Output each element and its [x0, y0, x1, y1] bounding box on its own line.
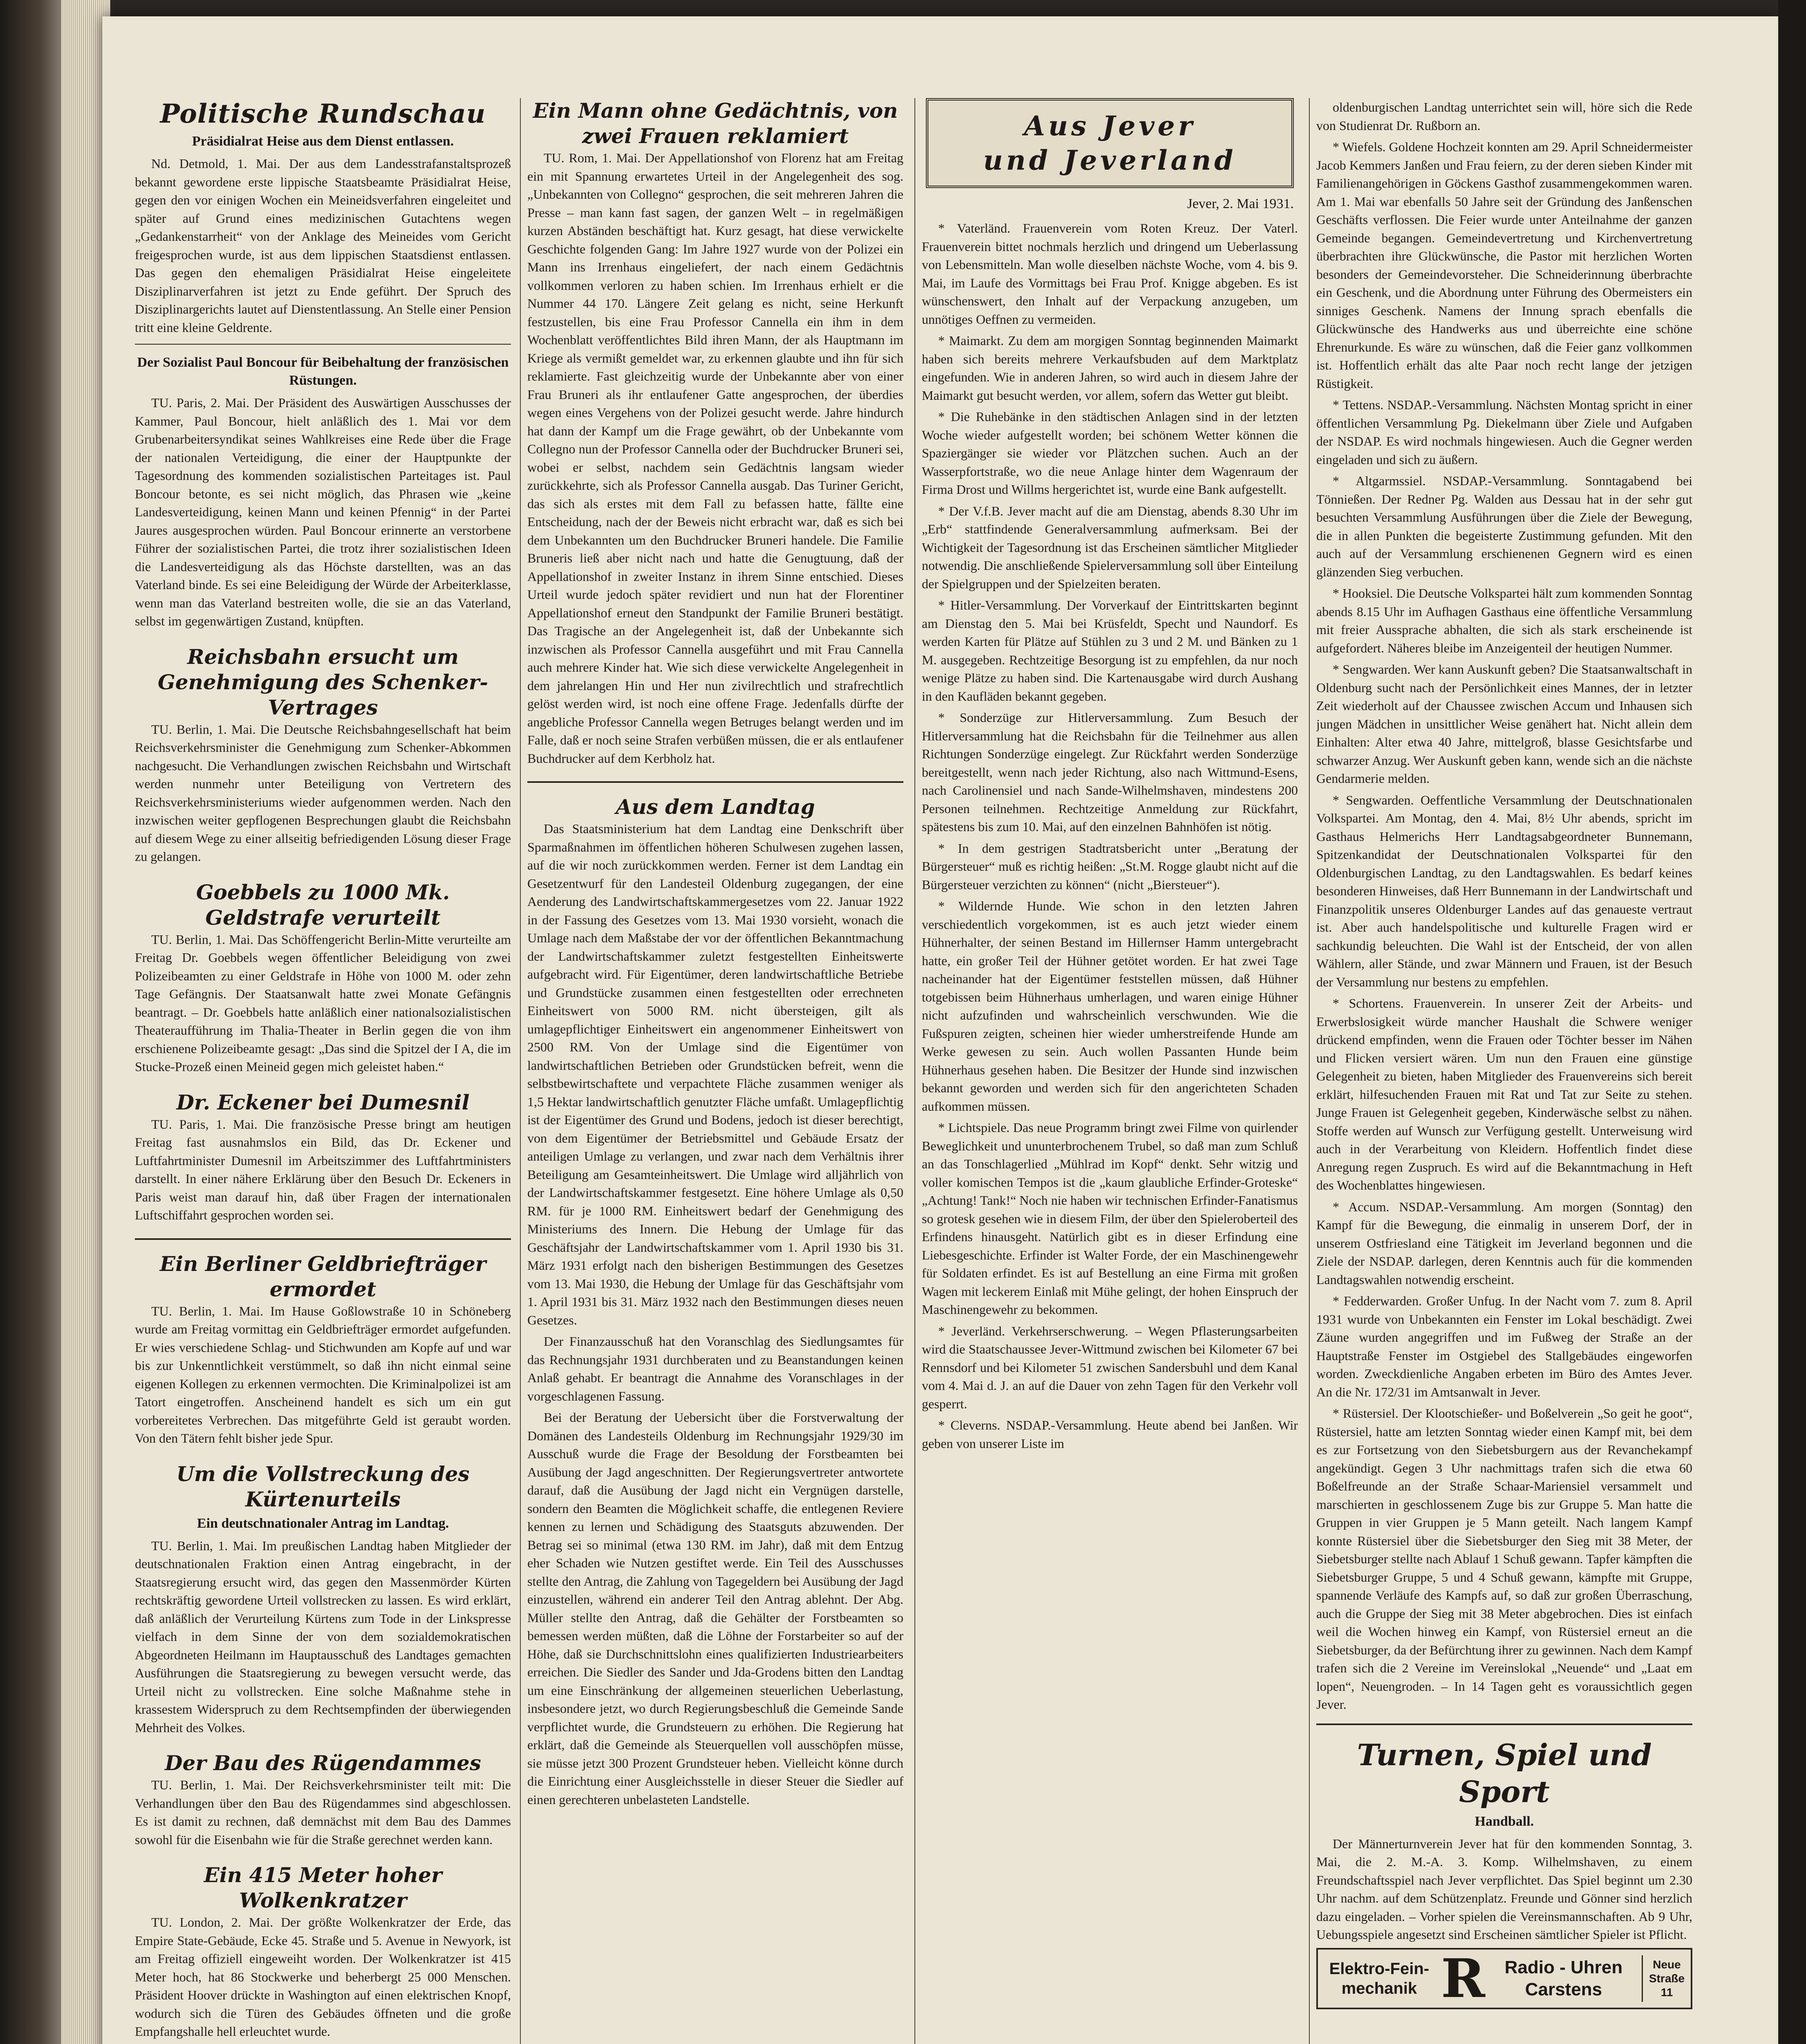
column-3 — [922, 98, 1298, 2044]
article-paragraph: TU. Berlin, 1. Mai. Im Hause Goßlowstraße 10 in Schöneberg wurde am Freitag vormittag ein Geldbriefträger ermordet aufgefunden. Er wies verschiedene Schlag- und Stichwunden am Kopfe auf und war bis zur Unkenntlichkeit verstümmelt, so daß ihn nicht einmal seine eigenen Kollegen zu erkennen vermochten. Die Kriminalpolizei ist am Tatort eingetroffen. Anscheinend handelt es sich um ein gut vorbereitetes Verbrechen. Das mitgeführte Geld ist geraubt worden. Von den Tätern fehlt bisher jede Spur. — [135, 1303, 511, 1446]
local-news-item: * Jeverländ. Verkehrserschwerung. – Wegen Pflasterungsarbeiten wird die Staatschaussee Jever-Wittmund zwischen bei Kilometer 67 bei Rennsdorf und bei Kilometer 51 zwischen Sandersbuhl und dem Kanal vom 4. Mai d. J. an auf die Dauer von zehn Tagen für den Verkehr voll gesperrt. — [922, 1323, 1298, 1411]
local-news-item: * Tettens. NSDAP.-Versammlung. Nächsten Montag spricht in einer öffentlichen Versammlung Pg. Diekelmann über Ziele und Aufgaben der NSDAP. Es wird nochmals hingewiesen. Auch die Gegner werden eingeladen und sich zu äußern. — [1316, 397, 1692, 467]
advertisement-carstens — [1316, 1948, 1692, 2009]
article-title: Reichsbahn ersucht um Genehmigung des Schenker-Vertrages — [158, 644, 488, 719]
scan-border — [1778, 0, 1806, 2044]
article-subtitle: Präsidialrat Heise aus dem Dienst entlassen. — [192, 134, 454, 149]
divider — [527, 781, 903, 783]
article-goebbels — [135, 880, 511, 1076]
local-news-item: * Der V.f.B. Jever macht auf die am Dienstag, abends 8.30 Uhr im „Erb“ stattfindende Generalversammlung aufmerksam. Bei der Wichtigkeit der Tagesordnung ist das Erscheinen sämtlicher Mitglieder notwendig. Die anschließende Spielerversammlung soll über Einteilung der Spielgruppen und der Spielzeiten beraten. — [922, 503, 1298, 591]
local-news-item: * Cleverns. NSDAP.-Versammlung. Heute abend bei Janßen. Wir geben von unserer Liste im — [922, 1418, 1298, 1451]
article-title: Ein 415 Meter hoher Wolkenkratzer — [204, 1863, 442, 1912]
local-news-item: * Sengwarden. Oeffentliche Versammlung der Deutschnationalen Volkspartei. Am Montag, den 4. Mai, 8½ Uhr abends, spricht im Gasthaus Helmerichs Herr Landtagsabgeordneter Bunnemann, Spitzenkandidat der Deutschnationalen Volkspartei für den Oldenburgischen Landtag, zu den Landtagswahlen. Es bedarf keines besonderen Hinweises, daß Herr Bunnemann in der Landwirtschaft und Finanzpolitik unseres Oldenburger Landes auf das genaueste vertraut ist. Aber auch handelspolitische und kulturelle Fragen wird er sachkundig beleuchten. Die Wahl ist der Entscheid, der von allen Wählern, aller Stände, und zwar Männern und Frauen, ist der Besuch der Versammlung nur bestens zu empfehlen. — [1316, 792, 1692, 989]
local-news-item: * Altgarmssiel. NSDAP.-Versammlung. Sonntagabend bei Tönnießen. Der Redner Pg. Walden aus Dessau hat in der sehr gut besuchten Versammlung Ausführungen über die Ziele der Bewegung, die in allen Punkten die begeisterte Zustimmung gefunden. Mit den auch auf der Versammlung erschienenen Gegnern wird es einen glänzenden Sieg verbuchen. — [1316, 473, 1692, 579]
column-2 — [527, 98, 903, 2044]
article-paragraph: Nd. Detmold, 1. Mai. Der aus dem Landesstrafanstaltsprozeß bekannt gewordene erste lippische Staatsbeamte Präsidialrat Heise, gegen den vor einigen Wochen ein Meineidsverfahren eingeleitet und später auf Grund eines medizinischen Gutachtens wegen „Gedankenstarrheit“ von der Anklage des Meineides vom Gericht freigesprochen wurde, ist aus dem lippischen Staatsdienst entlassen. Das gegen den ehemaligen Präsidialrat Heise eingeleitete Disziplinarverfahren ist jetzt zu Ende geführt. Der Spruch des Disziplinargerichts lautet auf Dienstentlassung. An Stelle einer Pension tritt eine kleine Geldrente. — [135, 156, 511, 335]
article-title: Der Bau des Rügendammes — [165, 1751, 481, 1775]
article-paragraph: TU. Berlin, 1. Mai. Der Reichsverkehrsminister teilt mit: Die Verhandlungen über den Bau des Rügendammes sind abgeschlossen. Es ist damit zu rechnen, daß demnächst mit dem Bau des Dammes sowohl für die Eisenbahn wie für die Straße gerechnet werden kann. — [135, 1777, 511, 1847]
article-paragraph: TU. London, 2. Mai. Der größte Wolkenkratzer der Erde, das Empire State-Gebäude, Ecke 45. Straße und 5. Avenue in Newyork, ist am Freitag offiziell eingeweiht worden. Der Wolkenkratzer ist 415 Meter hoch, hat 86 Stockwerke und beherbergt 25 000 Menschen. Präsident Hoover drückte in Washington auf einen elektrischen Knopf, wodurch sich die Türen des Gebäudes öffneten und die große Empfangshalle hell erleuchtet wurde. — [135, 1915, 511, 2039]
article-title: Goebbels zu 1000 Mk. Geldstrafe verurteilt — [196, 880, 450, 930]
ad-service-label: Elektro-Fein-mechanik — [1329, 1959, 1430, 1997]
local-news-item: oldenburgischen Landtag unterrichtet sein will, höre sich die Rede von Studienrat Dr. Rußborn an. — [1316, 100, 1692, 133]
local-news-item: * Rüstersiel. Der Klootschießer- und Boßelverein „So geit he goot“, Rüstersiel, hatte am letzten Sonntag wieder einen Kampf mit, bei dem es zur Fortsetzung von den Siebetsburgern aus der Revanchekampf angekündigt. Gegen 3 Uhr nachmittags trafen sich die etwa 60 Boßelfreunde an der Straße Schaar-Mariensiel versammelt und marschierten in geschlossenem Zuge bis zur Gruppe 5. Man hatte die Gruppen in vier Gruppen je 5 Mann geteilt. Nach langem Kampf konnte Rüstersiel über die Siebetsburger den Sieg mit 38 Meter, der Siebetsburger stellte nach Ablauf 1 Schuß gewann. Tapfer kämpften die Siebetsburger Gruppe, 5 und 4 Schuß gewann, kämpfte mit Gruppe, spannende Verläufe des Kampfs auf, so daß zur großen Überraschung, auch die Gruppe der Sieg mit 38 Meter abgebrochen. Dies ist einfach weil die Wochen hinweg ein Kampf, von Rüstersiel erneut an die Siebetsburger, da der Befürchtung ihrer zu gewinnen. Nach dem Kampf trafen sich die 2 Vereine im Vereinslokal „Neuende“ und „Laat em lopen“, Neuengroden. – In 14 Tagen geht es voraussichtlich gegen Jever. — [1316, 1406, 1692, 1712]
article-subtitle: Ein deutschnationaler Antrag im Landtag. — [197, 1515, 449, 1531]
local-news-item: * Hooksiel. Die Deutsche Volkspartei hält zum kommenden Sonntag abends 8.15 Uhr im Aufhagen Gasthaus eine öffentliche Versammlung mit freier Aussprache abhalten, die sich als stark erscheinende ist aufgefordert. Näheres bleibe im Anzeigenteil der heutigen Nummer. — [1316, 586, 1692, 655]
local-news-item: * Maimarkt. Zu dem am morgigen Sonntag beginnenden Maimarkt haben sich bereits mehrere Verkaufsbuden auf dem Marktplatz eingefunden. Wie in anderen Jahren, so wird auch in diesem Jahre der Maimarkt gut besucht werden, vor allem, sofern das Wetter gut bleibt. — [922, 333, 1298, 403]
ad-company-name: Carstens — [1525, 1979, 1602, 1999]
column-rule — [914, 98, 915, 2044]
article-title: Ein Berliner Geldbriefträger ermordet — [159, 1251, 486, 1301]
article-paragraph: TU. Berlin, 1. Mai. Das Schöffengericht Berlin-Mitte verurteilte am Freitag Dr. Goebbels wegen öffentlicher Beleidigung von zwei Polizeibeamten zu einer Geldstrafe in Höhe von 1000 M. oder zehn Tage Gefängnis. Der Staatsanwalt hatte zwei Monate Gefängnis beantragt. – Dr. Goebbels hatte anläßlich einer nationalsozialistischen Theateraufführung im Thalia-Theater in Berlin gegen die von ihm erschienene Polizeibeamte gesagt: „Das sind die Spitzel der I A, die im Stucke-Prozeß einen Meineid gegen mich geleistet haben.“ — [135, 932, 511, 1074]
local-news-item: * Sonderzüge zur Hitlerversammlung. Zum Besuch der Hitlerversammlung hat die Reichsbahn für die Teilnehmer aus allen Richtungen Sonderzüge eingelegt. Zur Rückfahrt werden Sonderzüge bereitgestellt, wenn nach jeder Richtung, also nach Wittmund-Esens, nach Carolinensiel und nach Sande-Wilhelmshaven, mindestens 200 Personen teilnehmen. Rechtzeitige Anmeldung zur Rückfahrt, spätestens bis zum 10. Mai, auf den einzelnen Bahnhöfen ist nötig. — [922, 710, 1298, 834]
ad-address: Neue Straße 11 — [1642, 1955, 1691, 2002]
article-paragraph: Das Staatsministerium hat dem Landtag eine Denkschrift über Sparmaßnahmen im öffentlichen höheren Schulwesen zugehen lassen, auf die wir noch zurückkommen werden. Ferner ist dem Landtag ein Gesetzentwurf für den Landesteil Oldenburg zugegangen, der eine Aenderung des Landwirtschaftskammergesetzes vom 22. Januar 1922 in der Fassung des Gesetzes vom 13. Mai 1930 vorsieht, wonach die Umlage nach dem Maßstabe der vor der öffentlichen Bekanntmachung der Landwirtschaftskammer zuletzt festgestellten Einheitswerte aufgebracht wird. Für Eigentümer, deren landwirtschaftliche Betriebe und Grundstücke zusammen einen festgestellten oder errechneten Einheitswert von 5000 RM. nicht übersteigen, gilt als umlagepflichtiger Einheitswert ein angenommener Einheitswert von 2500 RM. Von der Umlage sind die Eigentümer von landwirtschaftlichen Betrieben oder Grundstücken befreit, wenn die selbstbewirtschaftete und verpachtete Fläche zusammen weniger als 1,5 Hektar landwirtschaftlich genutzter Fläche umfaßt. Umlagepflichtig ist der Eigentümer des Grund und Bodens, jedoch ist dieser berechtigt, von dem Eigentümer der Betriebsmittel und Gebäude Ersatz der anteiligen Umlage zu verlangen, und zwar nach dem Verhältnis ihrer Beteiligung am Gesamteinheitswert. Die Umlage wird alljährlich von der Landwirtschaftskammer festgesetzt. Eine höhere Umlage als 0,50 RM. für je 1000 RM. Einheitswert bedarf der Genehmigung des Ministeriums des Innern. Die Hebung der Umlage für das Geschäftsjahr der Landwirtschaftskammer vom 1. April 1930 bis 31. März 1931 erfolgt nach den bisherigen Bestimmungen des Gesetzes vom 13. Mai 1930, die Hebung der Umlage für das Geschäftsjahr vom 1. April 1931 bis 31. März 1932 nach den Bestimmungen dieses neuen Gesetzes. — [527, 821, 903, 1327]
ad-business — [1486, 1957, 1642, 2001]
article-paragraph: TU. Paris, 1. Mai. Die französische Presse bringt am heutigen Freitag fast ausnahmslos ein Bild, das Dr. Eckener und Luftfahrtminister Dumesnil im Arbeitszimmer des Luftfahrtministers darstellt. In einer nähere Erklärung über den Besuch Dr. Eckeners in Paris weist man darauf hin, daß über Fragen der internationalen Luftschiffahrt gesprochen worden sei. — [135, 1116, 511, 1222]
article-ruegendamm — [135, 1750, 511, 1849]
article-eckener — [135, 1090, 511, 1224]
sport-section-title: Turnen, Spiel und Sport — [1357, 1737, 1652, 1809]
local-news-item: * Sengwarden. Wer kann Auskunft geben? Die Staatsanwaltschaft in Oldenburg sucht nach der Persönlichkeit eines Mannes, der in letzter Zeit wiederholt auf der Chaussee zwischen Accum und Inhausen sich jungen Mädchen in unsittlicher Weise genähert hat. Nicht allein dem Einhalten: Alter etwa 40 Jahre, mittelgroß, blasse Gesichtsfarbe und schwarzer Anzug. Wer Auskunft geben kann, wende sich an die nächste Gendarmerie melden. — [1316, 662, 1692, 786]
article-title: Um die Vollstreckung des Kürtenurteils — [176, 1461, 470, 1511]
article-mann-ohne-gedaechtnis — [527, 98, 903, 767]
column-rule — [1309, 98, 1310, 2044]
local-news-item: * Hitler-Versammlung. Der Vorverkauf der Eintrittskarten beginnt am Dienstag den 5. Mai bei Krüsfeldt, Specht und Naundorf. Es werden Karten für Plätze auf Stühlen zu 3 und 2 M. und Bänken zu 1 M. ausgegeben. Rechtzeitige Besorgung ist zu empfehlen, da nur noch wenige Plätze zu haben sind. Die Kartenausgabe wird durch Aushang in den Kaufläden bekannt gegeben. — [922, 598, 1298, 704]
article-subtitle: Der Sozialist Paul Boncour für Beibehaltung der französischen Rüstungen. — [137, 355, 509, 388]
local-news-item: * Fedderwarden. Großer Unfug. In der Nacht vom 7. zum 8. April 1931 wurde von Unbekannten ein Fenster im Lokal beschädigt. Zwei Zäune wurden angegriffen und im Fußweg der Straße an der Hauptstraße Fenster im Ostgiebel des Stallgebäudes eingeworfen worden. Zweckdienliche Angaben erbeten im Büro des Amtes Jever. An die Nr. 172/31 im Amtsanwalt in Jever. — [1316, 1293, 1692, 1399]
article-title: Politische Rundschau — [160, 99, 486, 129]
article-reichsbahn — [135, 644, 511, 866]
local-news-item: * Lichtspiele. Das neue Programm bringt zwei Filme von quirlender Beweglichkeit und ununterbrochenem Trubel, so daß man zum Schluß an das Tonschlagerlied „Mühlrad im Kopf“ denkt. Sehr witzig und voller komischen Tempos ist die „kaum glaubliche Erfinder-Groteske“ „Achtung! Tank!“ Noch nie haben wir technischen Erfinder-Fanatismus so grotesk gesehen wie in diesem Film, der über den Spieleroberteil des Erfindens hinausgeht. Natürlich gibt es in dieser Erfindung eine Liebesgeschichte. Erfinder ist Walter Forde, der ein Maschinengewehr für Soldaten erfindet. Es ist auf Bestellung an eine Firma mit großen Wagen mit leckerem Einlaß mit Mühe gelingt, der hohen Einspruch der Maschinengewehr zu bekommen. — [922, 1120, 1298, 1317]
article-paragraph: TU. Rom, 1. Mai. Der Appellationshof von Florenz hat am Freitag ein mit Spannung erwartetes Urteil in der Angelegenheit des sog. „Unbekannten von Collegno“ gesprochen, die seit mehreren Jahren die Presse – man kann fast sagen, der ganzen Welt – in regelmäßigen kurzen Abständen beschäftigt hat. Kurz gesagt, hat diese verwickelte Geschichte folgenden Gang: Im Jahre 1927 wurde von der Polizei ein Mann ins Irrenhaus eingeliefert, der nach einem Gedächtnis vollkommen verloren zu haben schien. Im Irrenhaus erhielt er die Nummer 44 170. Längere Zeit gelang es nicht, seine Herkunft festzustellen, bis eine Frau Professor Cannella ein ihm in dem Wochenblatt veröffentlichtes Bild ihren Mann, der als Hauptmann im Kriege als vermißt gemeldet war, zu erkennen glaubte und ihn für sich reklamierte. Fast gleichzeitig wurde der Unbekannte aber von einer Frau Bruneri als ihr entlaufener Gatte angesprochen, der überdies wegen eines Vergehens von der Polizei gesucht werde. Jahre hindurch hat dann der Kampf um die Frage gewährt, ob der Unbekannte vom Collegno nun der Professor Cannella oder der Buchdrucker Bruneri sei, wobei er selbst, nachdem sein Gedächtnis langsam wieder zurückkehrte, sich als Professor Cannella ausgab. Das Turiner Gericht, das sich als erstes mit dem Fall zu befassen hatte, fällte eine Entscheidung, nach der der Beweis nicht erbracht war, daß es sich bei dem Unbekannten um den Buchdrucker Bruneri handele. Die Familie Bruneris ließ aber nicht nach und hatte die Genugtuung, daß der Appellationshof in zweiter Instanz in ihrem Sinne entschied. Dieses Urteil wurde jedoch später revidiert und nun hat der Florentiner Appellationshof erneut den Standpunkt der Familie Bruneri bestätigt. Das Tragische an der Angelegenheit ist, daß der Unbekannte sich inzwischen als Professor Cannella ausgeführt und mit Frau Cannella auch mehrere Kinder hat. Wie sich diese verwickelte Angelegenheit in dem jahrelangen Hin und Her nun zivilrechtlich und strafrechtlich gelöst werden wird, ist noch eine offene Frage. Jedenfalls dürfte der angebliche Professor Cannella wegen Betruges belangt werden und im Falle, daß er noch seine Strafen verbüßen müssen, die er als entlaufener Buchdrucker auf dem Kerbholz hat. — [527, 150, 903, 766]
article-title: Aus dem Landtag — [616, 795, 815, 819]
column-1 — [135, 98, 511, 2044]
section-date: Jever, 2. Mai 1931. — [1187, 196, 1294, 211]
local-news-item: * Wiefels. Goldene Hochzeit konnten am 29. April Schneidermeister Jacob Kemmers Janßen und Frau feiern, zu der deren sieben Kinder mit Familienangehörigen in Göckens Gasthof zusammengekommen waren. Am 1. Mai war ebenfalls 50 Jahre seit der Gründung des Janßenschen Geschäfts verflossen. Die Feier wurde unter Anteilnahme der ganzen Gemeinde begangen. Gemeindevertretung und Kirchenvertretung überbrachten ihre Glückwünsche, die Pastor mit herzlichen Worten besonders der Gemeindevorsteher. Die Schneiderinnung überbrachte ein Geschenk, und die Abordnung unter Führung des Obermeisters ein sinniges Geschenk. Namens der Innung sprach ebenfalls die Glückwünsche des Handwerks aus und überreichte eine schöne Ehrenurkunde. Es wäre zu wünschen, daß die Feier ganz vollkommen ist. Hoffentlich erhält das alte Paar noch recht lange der jetzigen Rüstigkeit. — [1316, 139, 1692, 391]
local-news-item: * Accum. NSDAP.-Versammlung. Am morgen (Sonntag) den Kampf für die Bewegung, die einmalig in unserem Dorf, der in unserem Ostfriesland eine Tätigkeit im Jeverland begonnen und die Ziele der NSDAP. darlegen, deren Kenntnis auch für die kommenden Landtagswahlen notwendig erscheint. — [1316, 1199, 1692, 1287]
local-news-item: * In dem gestrigen Stadtratsbericht unter „Beratung der Bürgersteuer“ muß es richtig heißen: „St.M. Rogge glaubt nicht auf die Bürgersteuer verzichten zu können“ (nicht „Biersteuer“). — [922, 840, 1298, 892]
divider — [1316, 1724, 1692, 1725]
local-news-item: * Vaterländ. Frauenverein vom Roten Kreuz. Der Vaterl. Frauenverein bittet nochmals herzlich und dringend um Ueberlassung von Lebensmitteln. Man wolle dieselben nächste Woche, vom 4. bis 9. Mai, im Laufe des Vormittags bei Frau Prof. Knigge abgeben. Es ist wünschenswert, den Inhalt auf der Verpackung anzugeben, um unnötiges Oeffnen zu vermeiden. — [922, 221, 1298, 327]
divider — [135, 1238, 511, 1240]
local-section-masthead — [926, 98, 1294, 188]
article-politische-rundschau — [135, 98, 511, 630]
article-title: Ein Mann ohne Gedächtnis, von zwei Frauen reklamiert — [533, 99, 898, 148]
article-geldbrieftraeger — [135, 1251, 511, 1448]
masthead-line: und Jeverland — [983, 144, 1237, 176]
masthead-line: Aus Jever — [1024, 110, 1196, 142]
local-news-item: * Schortens. Frauenverein. In unserer Zeit der Arbeits- und Erwerbslosigkeit würde mancher Haushalt die Schwere weniger drückend empfinden, wenn die Frauen oder Töchter besser im Nähen und Flicken versiert wären. Um nun den Frauen eine günstige Gelegenheit zu bieten, haben Mitglieder des Frauenvereins sich bereit erklärt, hilfesuchenden Frauen mit Rat und Tat zur Seite zu stehen. Junge Frauen ist Gelegenheit gegeben, Kinderwäsche selbst zu nähen. Stoffe werden auf Wunsch zur Verfügung gestellt. Unterweisung wird auch in der Verarbeitung von Kleidern. Hoffentlich findet diese Anregung regen Zuspruch. Es wird auf die Bekanntmachung in Heft des Wochenblattes hingewiesen. — [1316, 996, 1692, 1192]
local-news-item: * Wildernde Hunde. Wie schon in den letzten Jahren verschiedentlich vorgekommen, ist es auch jetzt wieder einem Hühnerhalter, der seinen Bestand im Hillernser Hamm untergebracht hatte, ein großer Teil der Hühner getötet worden. Er hat zwei Tage nacheinander hat der Eigentümer feststellen müssen, daß Hühner totgebissen beim Hühnerhaus umherlagen, und waren einige Hühner nicht aufzufinden und wahrscheinlich verschwunden. Wie die Fußspuren zeigten, scheinen hier wieder umherstreifende Hunde am Werke gewesen zu sein. Auch wollen Passanten Hunde beim Hühnerhaus gesehen haben. Die Besitzer der Hunde sind inzwischen bekannt geworden und werden sich für den angerichteten Schaden aufkommen müssen. — [922, 899, 1298, 1114]
article-title: Dr. Eckener bei Dumesnil — [176, 1090, 470, 1114]
article-aus-dem-landtag — [527, 794, 903, 1809]
sport-subtitle: Handball. — [1474, 1813, 1534, 1829]
local-news-item: * Die Ruhebänke in den städtischen Anlagen sind in der letzten Woche wieder aufgestellt worden; bei schönem Wetter können die Spaziergänger sie wieder vor Plätzchen suchen. Auch an der Wasserpfortstraße, wo die neue Anlage hinter dem Wagenraum der Firma Drost und Willms hergerichtet ist, wurde eine Bank aufgestellt. — [922, 409, 1298, 497]
article-paragraph: TU. Berlin, 1. Mai. Im preußischen Landtag haben Mitglieder der deutschnationalen Fraktion einen Antrag eingebracht, in der Staatsregierung ersucht wird, das gegen den Massenmörder Kürten rechtskräftig gewordene Urteil vollstrecken zu lassen. Es wird erklärt, daß anläßlich der Verurteilung Kürtens zum Tode in der Linkspresse vielfach in dem Sinne der von dem sozialdemokratischen Abgeordneten Heilmann im Hauptausschuß des Landtages gemachten Ausführungen die Staatsregierung zu bewegen versucht werde, das Urteil nicht zu vollstrecken. Eine solche Maßnahme stehe in krassestem Widerspruch zu dem Rechtsempfinden der überwiegenden Mehrheit des Volkes. — [135, 1538, 511, 1735]
ad-logo-letter: R — [1441, 1947, 1486, 2010]
article-paragraph: TU. Paris, 2. Mai. Der Präsident des Auswärtigen Ausschusses der Kammer, Paul Boncour, hielt anläßlich des 1. Mai vor dem Grubenarbeitersyndikat seines Wahlkreises eine Rede über die Frage der nationalen Verteidigung, die einer der Hauptpunkte der Tagesordnung des kommenden sozialistischen Parteitages ist. Paul Boncour betonte, es sei nicht möglich, das Phrasen wie „keine Landesverteidigung, keinen Mann und keinen Pfennig“ in der Partei Jaures ausgesprochen würden. Paul Boncour erinnerte an verstorbene Führer der sozialistischen Partei, die trotz ihrer sozialistischen Ideen die Landesverteidigung als das Höchste darstellten, was an das Vaterland binde. Es sei eine Beleidigung der Würde der Arbeiterklasse, wenn man das Vaterland bestreiten wolle, die sie an das Vaterland, selbst im gegenwärtigen Zustand, knüpften. — [135, 395, 511, 628]
ad-products: Radio - Uhren — [1504, 1957, 1623, 1977]
article-paragraph: Der Finanzausschuß hat den Voranschlag des Siedlungsamtes für das Rechnungsjahr 1931 durchberaten und zu Beanstandungen keinen Anlaß gehabt. Er beantragt die Annahme des Voranschlages in der vorgeschlagenen Fassung. — [527, 1334, 903, 1403]
article-paragraph: Bei der Beratung der Uebersicht über die Forstverwaltung der Domänen des Landesteils Oldenburg im Rechnungsjahr 1929/30 im Ausschuß wurde die Frage der Besoldung der Forstbeamten bei Ausübung der Jagd angeschnitten. Der Regierungsvertreter antwortete darauf, daß die Ausübung der Jagd nicht ein Vergnügen darstelle, sondern den Beamten die Möglichkeit schaffe, die entlegenen Reviere kennen zu lernen und Schädigung des Staatsguts abzuwenden. Der Betrag sei so minimal (etwa 130 RM. im Jahr), daß mit dem Entzug eher Schaden wie Nutzen gestiftet werde. Ein Teil des Ausschusses stellte den Antrag, die Zahlung von Tagegeldern bei Ausübung der Jagd einzustellen, während ein anderer Teil den Antrag ablehnt. Der Abg. Müller stellte den Antrag, daß die Gehälter der Forstbeamten so bemessen werden müßten, daß die Löhne der Forstarbeiter so auf der Höhe, daß sie Durchschnittslohn eines qualifizierten Industriearbeiters erreichen. Die Siedler des Sander und Jda-Grodens bitten den Landtag um eine Einschränkung der allgemeinen steuerlichen Ueberlastung, insbesondere jetzt, wo durch Regierungsbeschluß die Gemeinde Sande verpflichtet wurde, die Grundsteuern zu erhöhen. Die Regierung hat erklärt, daß die Gemeinde als Steuerquellen voll ausschöpfen müsse, sie müsse jetzt 300 Prozent Grundsteuer heben. Vielleicht könne durch die Einrichtung einer Ausgleichsstelle in dieser Steuer die Siedler auf einen gerechteren unbelasteten Landstelle. — [527, 1410, 903, 1807]
article-kuertenurteil — [135, 1461, 511, 1737]
article-wolkenkratzer — [135, 1862, 511, 2041]
column-4 — [1316, 98, 1692, 2044]
divider — [135, 344, 511, 345]
article-paragraph: TU. Berlin, 1. Mai. Die Deutsche Reichsbahngesellschaft hat beim Reichsverkehrsminister die Genehmigung zum Schenker-Abkommen nachgesucht. Die Verhandlungen zwischen Reichsbahn und Wirtschaft werden nunmehr unter Beteiligung von Vertretern des Reichsverkehrsministeriums wieder aufgenommen werden. Nach den inzwischen weiter gepflogenen Besprechungen glaubt die Reichsbahn auf diesem Wege zu einer allseitig befriedigenden Lösung dieser Frage zu gelangen. — [135, 722, 511, 864]
column-rule — [520, 98, 521, 2044]
sport-paragraph: Der Männerturnverein Jever hat für den kommenden Sonntag, 3. Mai, die 2. M.-A. 3. Komp. Wilhelmshaven, zu einem Freundschaftsspiel nach Jever verpflichtet. Das Spiel beginnt um 2.30 Uhr nachm. auf dem Schützenplatz. Freunde und Gönner sind herzlich dazu eingeladen. – Vorher spielen die Vereinsmannschaften. Ab 9 Uhr, Uebungsspiele angesetzt sind Erscheinen sämtlicher Spieler ist Pflicht. — [1316, 1836, 1692, 1942]
